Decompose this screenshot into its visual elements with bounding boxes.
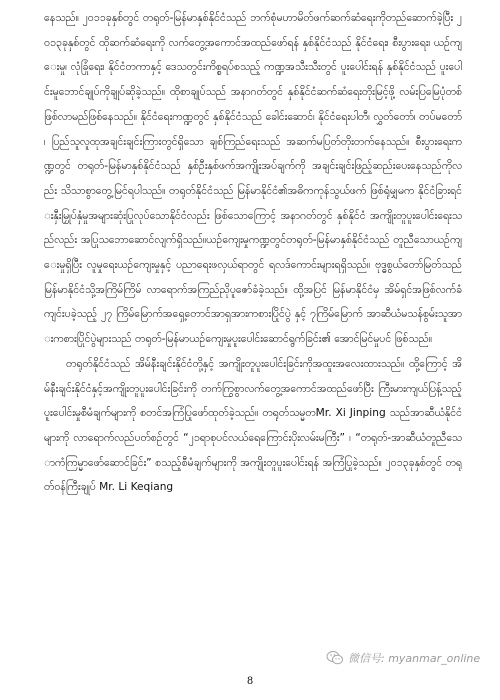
page-number: 8	[246, 676, 254, 687]
wechat-icon	[326, 650, 344, 666]
paragraph-1: နေသည်။ ၂၀၁၁ခုနှစ်တွင် တရုတ်-မြန်မာနှစ်နိုင်ငံသည် ဘက်စုံမဟာမိတ်ဖက်ဆက်ဆံရေးကိုတည်ဆောက်ခဲ့ပြီး ၂၀၁၃ခုနှစ်တွင် ထိုဆက်ဆံရေးကို လက်တွေ့အကောင်အထည်ဖော်ရန် နှစ်နိုင်ငံသည် နိုင်ငံရေး၊ စီးပွားရေး၊ ယဉ်ကျေးမှု၊ လုံခြုံရေး၊ နိုင်ငံတကာနှင့် ဒေသတွင်းကိစ္စရပ်စသည့် ကဏ္ဍအသီးသီးတွင် ပူးပေါင်းရန် နှစ်နိုင်ငံသည် ပူးပေါင်းမူဘောင်ချုပ်ကိုချုပ်ဆိုခဲ့သည်။ ထိုစာချုပ်သည် အနာဂတ်တွင် နှစ်နိုင်ငံဆက်ဆံရေးတိုးမြင့်ဖို့ လမ်းပြမြေပုံတစ်ဖြစ်လာမည်ဖြစ်နေသည်။ နိုင်ငံရေးကဏ္ဍတွင် နှစ်နိုင်ငံသည် ခေါင်းဆောင်၊ နိုင်ငံရေးပါတီ၊ လွှတ်တော်၊ တပ်မတော်၊ ပြည်သူလူထုအချင်းချင်းကြားတွင်ရှိသော ချစ်ကြည်ရေးသည် အဆက်မပြတ်တိုးတက်နေသည်။ စီးပွားရေးကဏ္ဍတွင် တရုတ်-မြန်မာနှစ်နိုင်ငံသည် နှစ်ဦးနှစ်ဖက်အကျိုးအပ်ချက်ကို အချင်းချင်းဖြည့်ဆည်းပေးနေသည်ကိုလည်း သိသာစွာတွေ့မြင်ရပါသည်။ တရုတ်နိုင်ငံသည် မြန်မာနိုင်ငံ၏အဓိကကုန်သွယ်ဖက် ဖြစ်ရုံမျှမက နိုင်ငံခြားရင်းနှီးမြှုပ်နှံမှုအများဆုံးပြုလုပ်သောနိုင်ငံလည်း ဖြစ်သောကြောင့် အနာဂတ်တွင် နှစ်နိုင်ငံ အကျိုးတူပူးပေါင်းရေးသည်လည်း အပြုသဘောဆောင်လျက်ရှိသည်။ယဉ်ကျေးမှုကဏ္ဍတွင်တရုတ်-မြန်မာနှစ်နိုင်ငံသည် တူညီသောယဉ်ကျေးမှုရှိပြီး လူမှုရေးယဉ်ကျေးမှုနှင့် ပညာရေးဖလှယ်ရာတွင် ရလဒ်ကောင်းများရရှိသည်။ ဗုဒ္ဓစွယ်တော်မြတ်သည် မြန်မာနိုင်ငံသို့အကြိမ်ကြိမ် လာရောက်အကြည်ညိုပူဇော်ခံခဲ့သည်။ ထို့အပြင် မြန်မာနိုင်ငံမှ အိမ်ရှင်အဖြစ်လက်ခံကျင်းပခဲ့သည့် ၂၇ ကြိမ်မြောက်အရှေ့တောင်အာရှအားကစားပြိုင်ပွဲ နှင့် ၇ကြိမ်မြောက် အာဆီယံမသန်စွမ်းသူအားကစားပြိုင်ပွဲများသည် တရုတ်-မြန်မာယဉ်ကျေးမှုပူးပေါင်းဆောင်ရွက်ခြင်း၏ အောင်မြင်မှုပင် ဖြစ်သည်။	[44, 12, 462, 346]
body-text	[44, 6, 462, 500]
wechat-watermark	[326, 647, 496, 669]
paragraph-2: တရုတ်နိုင်ငံသည် အိမ်နီးချင်းနိုင်ငံတို့နှင့် အကျိုးတူပူးပေါင်းခြင်းကိုအထူးအလေးထားသည်။ ထို့ကြောင့် အိမ်နီးချင်းနိုင်ငံနှင့်အကျိုးတူပူးပေါင်းခြင်းကို တက်ကြွစွာလက်တွေ့အကောင်အထည်ဖော်ပြီး ကြီးမားကျယ်ပြန့်သည့်ပူးပေါင်းမှုစီမံချက်များကို စတင်အကြံပြုဖော်ထုတ်ခဲ့သည်။ တရုတ်သမ္မတMr. Xi Jinping သည်အာဆီယံနိုင်ငံများကို လာရောက်လည်ပတ်စဉ်တွင် “၂၁ရာစုပင်လယ်ရေကြောင်းပိုးလမ်းမကြီး” ၊ “တရုတ်-အာဆီယံတူညီသောကံကြမ္မာဖော်ဆောင်ခြင်း” စသည့်စီမံချက်များကို အကျိုးတူပူးပေါင်းရန် အကြံပြုခဲ့သည်။ ၂၀၁၃ခုနှစ်တွင် တရုတ်ဝန်ကြီးချုပ် Mr. Li Keqiang	[44, 357, 462, 494]
watermark-text: 微信号: myanmar_online	[348, 652, 481, 665]
